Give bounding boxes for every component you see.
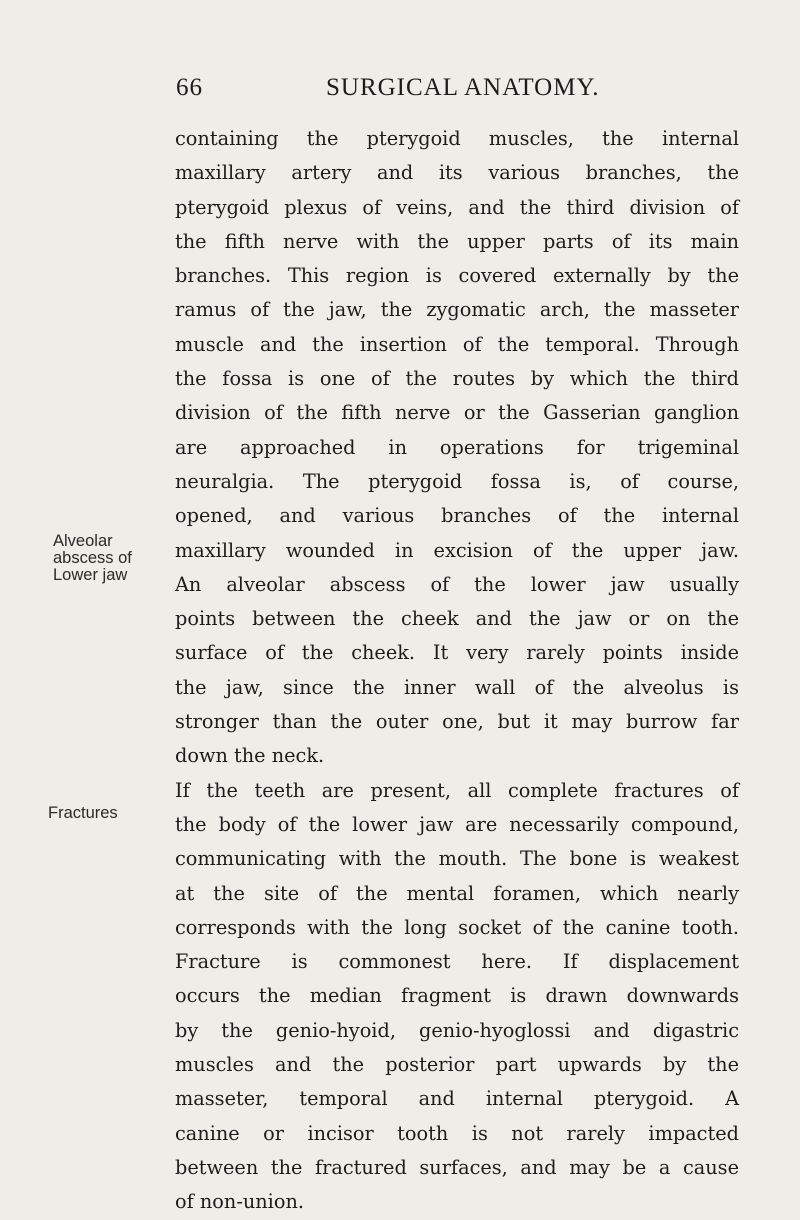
text-line: masseter, temporal and internal pterygoid. A [175,1087,739,1111]
text-line: corresponds with the long socket of the canine tooth. [175,915,739,939]
text-line: branches. This region is covered externally by the [175,264,739,288]
text-line: of non-union. [175,1190,304,1214]
text-line: maxillary artery and its various branches, the [175,161,739,185]
sidenote-line: Fractures [48,804,118,822]
sidenote-line: Alveolar [53,532,113,550]
sidenote-fractures [48,805,118,822]
text-line: the jaw, since the inner wall of the alveolus is [175,675,739,699]
sidenote-alveolar-abscess [53,533,132,584]
text-line: If the teeth are present, all complete fractures of [175,778,739,802]
text-line: the fifth nerve with the upper parts of its main [175,229,739,253]
text-line: An alveolar abscess of the lower jaw usually [175,572,739,596]
text-line: canine or incisor tooth is not rarely impacted [175,1121,739,1145]
text-line: surface of the cheek. It very rarely points inside [175,641,739,665]
text-line: neuralgia. The pterygoid fossa is, of course, [175,469,739,493]
text-line: ramus of the jaw, the zygomatic arch, the masseter [175,298,739,322]
page-number: 66 [176,74,203,101]
page-header [176,74,606,110]
text-line: pterygoid plexus of veins, and the third division of [175,195,739,219]
text-line: muscles and the posterior part upwards by the [175,1053,739,1077]
text-line: muscle and the insertion of the temporal. Through [175,332,739,356]
running-head: SURGICAL ANATOMY. [326,74,600,101]
text-line: points between the cheek and the jaw or on the [175,607,739,631]
sidenote-line: Lower jaw [53,566,128,584]
text-line: maxillary wounded in excision of the upper jaw. [175,538,739,562]
text-line: opened, and various branches of the internal [175,504,739,528]
text-line: down the neck. [175,744,325,768]
text-line: occurs the median fragment is drawn downwards [175,984,739,1008]
text-line: communicating with the mouth. The bone is weakest [175,847,739,871]
text-line: containing the pterygoid muscles, the internal [175,127,739,150]
text-line: stronger than the outer one, but it may burrow far [175,710,739,734]
text-line: Fracture is commonest here. If displacement [175,950,739,974]
text-line: the body of the lower jaw are necessarily compound, [175,812,739,836]
text-line: the fossa is one of the routes by which the third [175,367,739,391]
text-line: at the site of the mental foramen, which nearly [175,881,739,905]
text-line: division of the fifth nerve or the Gasserian ganglion [175,401,739,425]
sidenote-line: abscess of [53,549,132,567]
text-line: between the fractured surfaces, and may be a cause [175,1155,739,1179]
text-line: are approached in operations for trigeminal [175,435,739,459]
body-text [175,122,739,1220]
text-line: by the genio-hyoid, genio-hyoglossi and digastric [175,1018,739,1042]
